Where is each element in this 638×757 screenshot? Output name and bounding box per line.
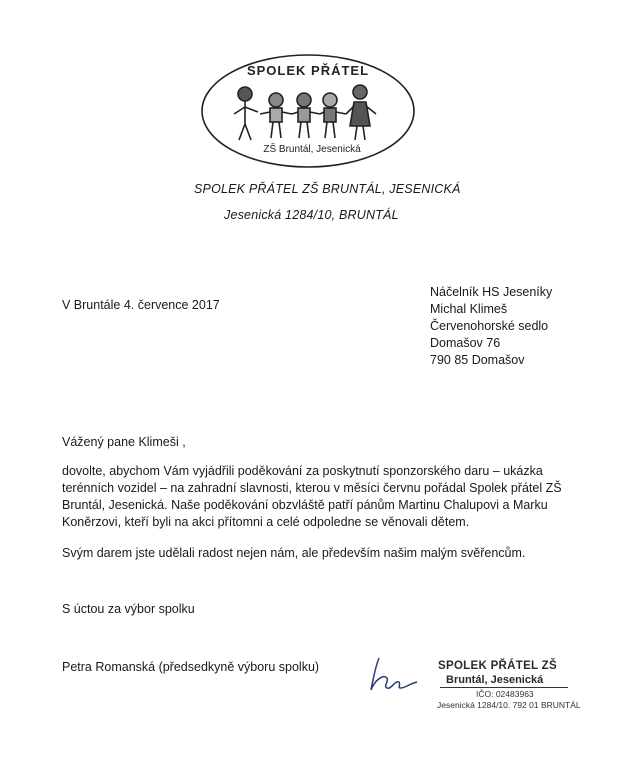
body-line: terénních vozidel – na zahradní slavnosti, kterou v měsíci červnu pořádal Spolek přátel ZŠ bbox=[62, 481, 562, 495]
body-paragraph-2: Svým darem jste udělali radost nejen nám, ale především našim malým svěřencům. bbox=[62, 546, 526, 560]
stamp-divider bbox=[440, 687, 568, 688]
stamp-line: Jesenická 1284/10. 792 01 BRUNTÁL bbox=[437, 700, 581, 710]
recipient-line: Červenohorské sedlo bbox=[430, 319, 549, 333]
organization-name: SPOLEK PŘÁTEL ZŠ BRUNTÁL, JESENICKÁ bbox=[194, 182, 461, 196]
recipient-line: Domašov 76 bbox=[430, 336, 501, 350]
closing: S úctou za výbor spolku bbox=[62, 602, 195, 616]
recipient-line: Náčelník HS Jeseníky bbox=[430, 285, 553, 299]
recipient-line: 790 85 Domašov bbox=[430, 353, 525, 367]
logo-top-text: SPOLEK PŘÁTEL bbox=[246, 63, 370, 78]
logo-bottom-text: ZŠ Bruntál, Jesenická bbox=[263, 144, 361, 155]
body-line: dovolte, abychom Vám vyjádřili poděkování za poskytnutí sponzorského daru – ukázka bbox=[62, 464, 543, 478]
stamp-line: IČO: 02483963 bbox=[476, 689, 534, 699]
body-line: Koněrzovi, kteří byli na akci přítomni a celé odpoledne se věnovali dětem. bbox=[62, 515, 470, 529]
handwritten-signature bbox=[365, 650, 435, 695]
signatory: Petra Romanská (předsedkyně výboru spolku) bbox=[62, 660, 320, 674]
place-and-date: V Bruntále 4. července 2017 bbox=[62, 298, 220, 312]
stamp-line: Bruntál, Jesenická bbox=[446, 674, 544, 686]
children-drawing-icon bbox=[234, 85, 376, 140]
stamp-line: SPOLEK PŘÁTEL ZŠ bbox=[438, 660, 557, 672]
salutation: Vážený pane Klimeši , bbox=[62, 435, 186, 449]
recipient-line: Michal Klimeš bbox=[430, 302, 508, 316]
organization-address: Jesenická 1284/10, BRUNTÁL bbox=[224, 208, 399, 222]
body-line: Bruntál, Jesenická. Naše poděkování obzvláště patří pánům Martinu Chalupovi a Marku bbox=[62, 498, 548, 512]
organization-logo bbox=[200, 52, 416, 170]
recipient-address bbox=[430, 284, 552, 369]
body-paragraph-1 bbox=[62, 463, 602, 531]
